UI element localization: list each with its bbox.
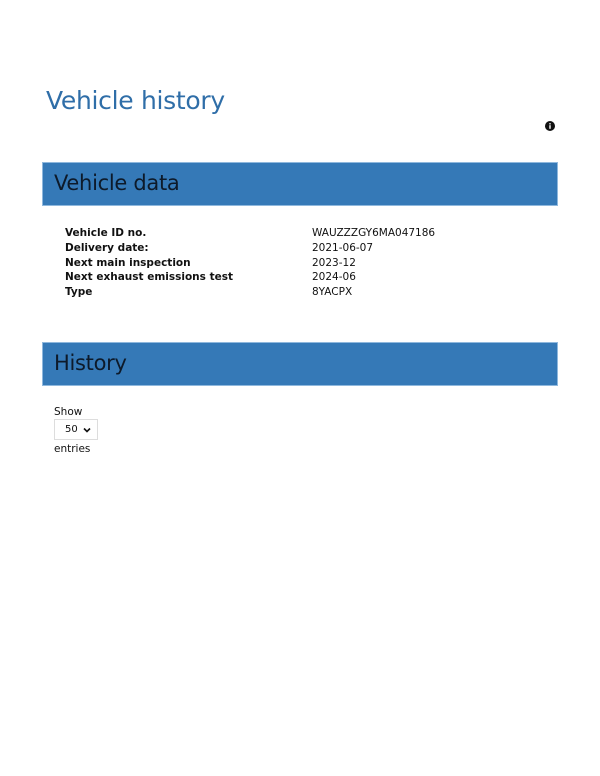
page-title: Vehicle history — [46, 86, 225, 115]
chevron-down-icon — [83, 427, 91, 433]
info-circle-icon[interactable] — [545, 121, 555, 131]
data-row — [65, 241, 435, 256]
row-label: Vehicle ID no. — [65, 227, 147, 239]
row-value: WAUZZZGY6MA047186 — [312, 227, 436, 239]
history-header — [42, 342, 558, 386]
vehicle-data-list — [65, 226, 435, 300]
show-label: Show — [54, 406, 83, 418]
entries-label: entries — [54, 443, 91, 455]
row-value: 2023-12 — [312, 256, 356, 269]
row-value: 2021-06-07 — [312, 241, 374, 254]
row-label: Delivery date: — [65, 241, 149, 254]
data-row — [65, 226, 435, 241]
row-label: Next main inspection — [65, 256, 191, 269]
data-row — [65, 270, 435, 285]
vehicle-data-header — [42, 162, 558, 206]
page-size-value: 50 — [65, 424, 78, 435]
data-row — [65, 285, 435, 300]
section-heading: Vehicle data — [54, 171, 180, 195]
section-heading: History — [54, 351, 127, 375]
row-value: 2024-06 — [312, 271, 356, 284]
row-label: Type — [65, 286, 93, 299]
data-row — [65, 256, 435, 271]
row-label: Next exhaust emissions test — [65, 271, 233, 284]
page-size-select[interactable] — [54, 419, 98, 440]
row-value: 8YACPX — [312, 286, 353, 299]
